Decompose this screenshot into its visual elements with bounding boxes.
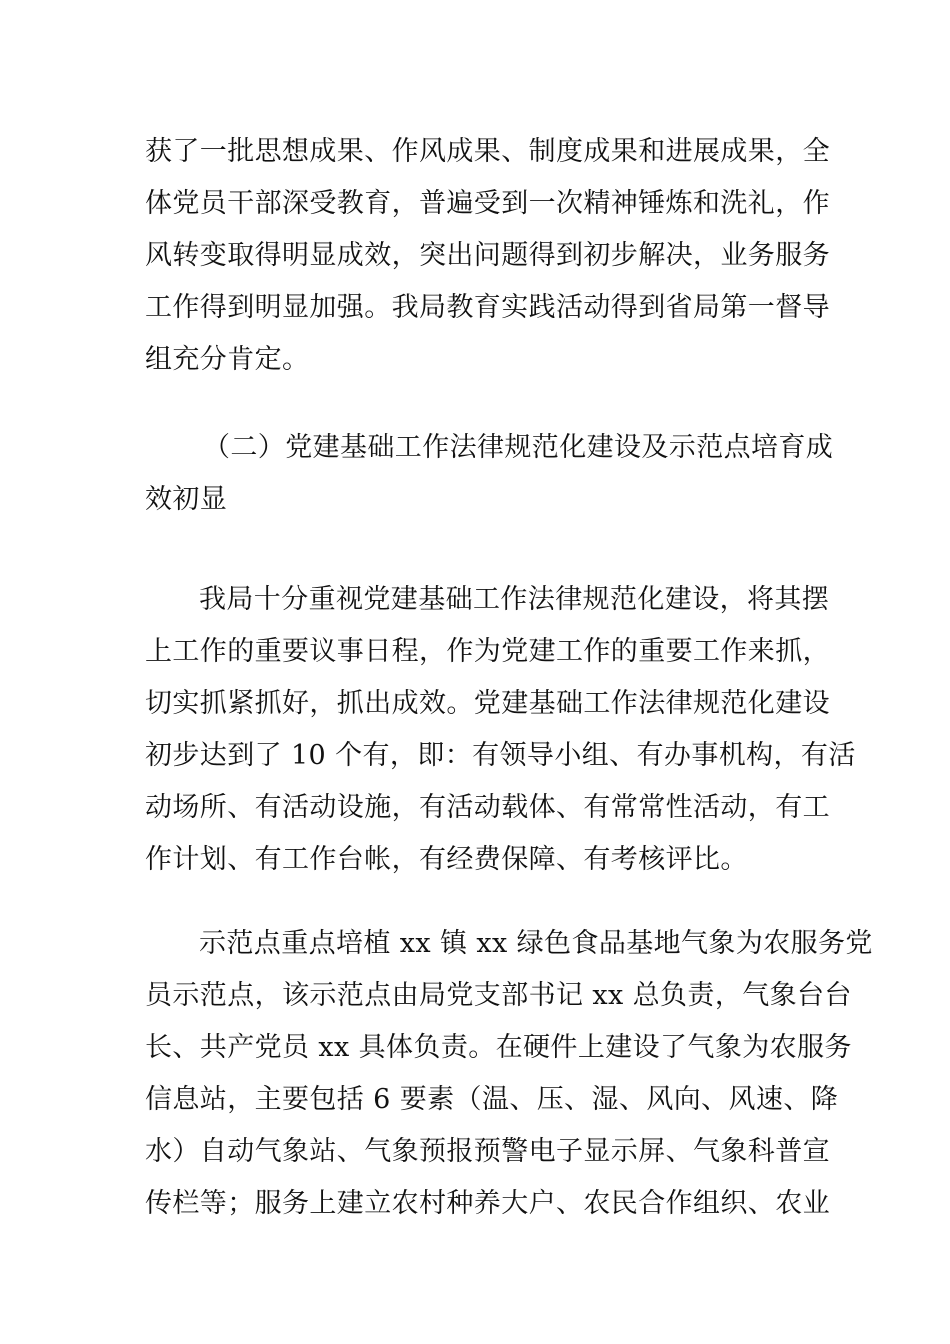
text-line: 获了一批思想成果、作风成果、制度成果和进展成果，全 — [145, 136, 830, 167]
text-line: 组充分肯定。 — [145, 344, 310, 375]
text-line: 上工作的重要议事日程，作为党建工作的重要工作来抓， — [145, 636, 830, 667]
text-line: 示范点重点培植 xx 镇 xx 绿色食品基地气象为农服务党 — [199, 928, 873, 959]
text-line: 体党员干部深受教育，普遍受到一次精神锤炼和洗礼，作 — [145, 188, 830, 219]
heading-line: （二）党建基础工作法律规范化建设及示范点培育成 — [203, 432, 834, 463]
text-line: 工作得到明显加强。我局教育实践活动得到省局第一督导 — [145, 292, 830, 323]
text-line: 我局十分重视党建基础工作法律规范化建设，将其摆 — [199, 584, 830, 615]
text-line: 长、共产党员 xx 具体负责。在硬件上建设了气象为农服务 — [145, 1032, 852, 1063]
text-line: 信息站，主要包括 6 要素（温、压、湿、风向、风速、降 — [145, 1084, 839, 1115]
text-line: 动场所、有活动设施，有活动载体、有常常性活动，有工 — [145, 792, 830, 823]
paragraph-party-building — [145, 574, 856, 886]
paragraph-results — [145, 126, 830, 386]
text-line: 作计划、有工作台帐，有经费保障、有考核评比。 — [145, 844, 748, 875]
text-line: 传栏等；服务上建立农村种养大户、农民合作组织、农业 — [145, 1188, 830, 1219]
section-heading-2 — [145, 422, 834, 526]
paragraph-demo-site — [145, 918, 873, 1230]
text-line: 员示范点，该示范点由局党支部书记 xx 总负责，气象台台 — [145, 980, 852, 1011]
heading-line: 效初显 — [145, 484, 228, 515]
text-line: 水）自动气象站、气象预报预警电子显示屏、气象科普宣 — [145, 1136, 830, 1167]
text-line: 切实抓紧抓好，抓出成效。党建基础工作法律规范化建设 — [145, 688, 830, 719]
text-line: 风转变取得明显成效，突出问题得到初步解决，业务服务 — [145, 240, 830, 271]
text-line: 初步达到了 10 个有，即：有领导小组、有办事机构，有活 — [145, 740, 856, 771]
